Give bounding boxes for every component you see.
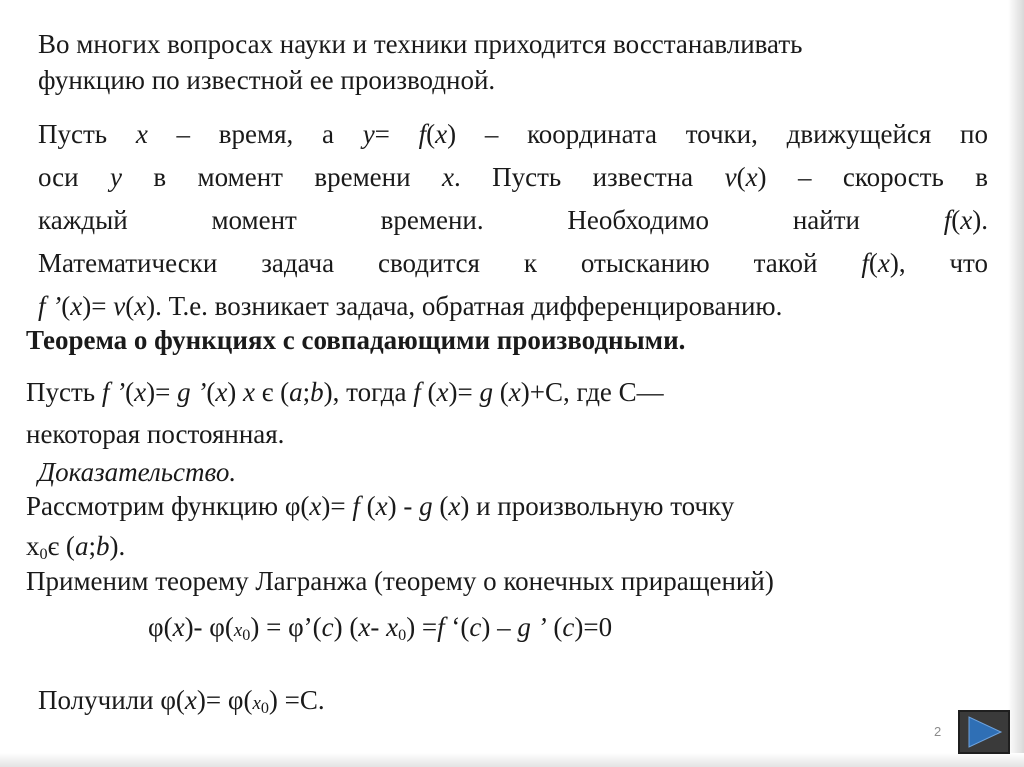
text-run: x (448, 491, 461, 521)
theorem-line-2: некоторая постоянная. (26, 419, 285, 449)
theorem-title: Теорема о функциях с совпадающими производными. (26, 325, 686, 355)
text-run: - (370, 612, 387, 642)
text-run: ) = (406, 612, 438, 642)
text-run: ). (972, 205, 988, 235)
text-run: ( (868, 248, 878, 278)
text-run: x (435, 119, 448, 149)
text-run: каждый момент времени. Необходимо найти (38, 205, 944, 235)
text-run: Получили φ( (38, 685, 185, 715)
text-run: ( (951, 205, 961, 235)
text-run: g ’ (517, 612, 547, 642)
text-run: f ’ (101, 377, 126, 407)
text-run: ( (426, 119, 436, 149)
text-run: 0 (242, 626, 251, 644)
text-run: x (215, 377, 228, 407)
text-run: ) – скорость в (757, 162, 988, 192)
text-run: є ( (255, 377, 290, 407)
text-run: ; (88, 531, 96, 561)
text-run: 0 (260, 699, 269, 717)
text-run: )= (146, 377, 178, 407)
text-run: 0 (398, 626, 407, 644)
text-run: ‘( (444, 612, 470, 642)
text-run: ( (359, 491, 376, 521)
text-run: c (469, 612, 482, 642)
text-run: v (113, 291, 126, 321)
next-slide-button[interactable] (958, 710, 1010, 754)
text-run: ) =С. (268, 685, 325, 715)
text-run: ( (546, 612, 563, 642)
text-run: Пусть (38, 119, 136, 149)
text-run: x (233, 620, 243, 641)
text-run: b (310, 377, 324, 407)
text-run: ) - (387, 491, 420, 521)
lagrange-formula (148, 611, 612, 647)
text-run: ( (736, 162, 746, 192)
text-run: )= (321, 491, 353, 521)
text-run: ), тогда (323, 377, 414, 407)
text-run: f (943, 205, 952, 235)
text-run: ). (109, 531, 126, 561)
proof-line-2 (26, 530, 125, 562)
text-run: x (172, 612, 185, 642)
text-run: x (309, 491, 322, 521)
text-run: ( (206, 377, 216, 407)
text-run: ( (61, 291, 71, 321)
slide-edge-right (1008, 0, 1024, 767)
motivation-line-4 (38, 242, 988, 285)
text-run: a (289, 377, 303, 407)
text-run: в момент времени (122, 162, 442, 192)
text-run: ( (125, 291, 135, 321)
text-run: x (26, 531, 40, 561)
text-run: x (508, 377, 521, 407)
text-run: ; (302, 377, 311, 407)
slide-edge-bottom (0, 753, 1024, 767)
lagrange-line: Применим теорему Лагранжа (теорему о конечных приращений) (26, 566, 774, 596)
text-run: ) = φ’( (250, 612, 322, 642)
text-run: x (184, 685, 197, 715)
text-run: b (95, 531, 110, 561)
text-run: x (375, 491, 388, 521)
theorem-line-1 (26, 376, 664, 408)
text-run: ) и произвольную точку (460, 491, 735, 521)
text-run: g (479, 377, 493, 407)
proof-heading: Доказательство. (38, 457, 237, 487)
text-run: x (877, 248, 890, 278)
text-run: – время, а (147, 119, 363, 149)
text-run: Математически задача сводится к отысканию такой (38, 248, 862, 278)
text-run: y (110, 162, 122, 192)
text-run: є ( (47, 531, 75, 561)
text-run: . Пусть известна (453, 162, 725, 192)
text-run: Рассмотрим функцию φ( (26, 491, 310, 521)
text-run: x (243, 377, 256, 407)
text-run: x (358, 612, 371, 642)
text-run: c (321, 612, 334, 642)
motivation-line-3 (38, 199, 988, 242)
text-run: ) – (481, 612, 518, 642)
text-run: x (70, 291, 83, 321)
result-line (38, 684, 325, 720)
page-number: 2 (934, 724, 942, 739)
text-run: оси (38, 162, 111, 192)
intro-line-2: функцию по известной ее производной. (38, 65, 496, 95)
text-run: g ’ (177, 377, 207, 407)
text-run: )+С, где С— (520, 377, 664, 407)
text-run: x (252, 693, 261, 714)
text-run: ( (432, 491, 449, 521)
text-run: ( (125, 377, 135, 407)
text-run: x (441, 162, 454, 192)
text-run: ( (420, 377, 437, 407)
text-run: f (861, 248, 869, 278)
play-next-icon (960, 712, 1008, 752)
text-run: x (436, 377, 449, 407)
text-run: 0 (39, 545, 48, 563)
proof-line-1 (26, 490, 734, 522)
text-run: )= (82, 291, 114, 321)
motivation-paragraph (38, 113, 988, 328)
text-run: f (418, 119, 427, 149)
text-run: ) – координата точки, движущейся по (447, 119, 988, 149)
text-run: y (362, 119, 375, 149)
text-run: φ( (148, 612, 173, 642)
text-run: )= (448, 377, 480, 407)
text-run: f (413, 377, 421, 407)
intro-line-1: Во многих вопросах науки и техники приходится восстанавливать (38, 29, 803, 59)
text-run: ) (227, 377, 244, 407)
motivation-line-5 (38, 285, 988, 328)
text-run: a (74, 531, 89, 561)
text-run: )- φ( (184, 612, 234, 642)
text-run: x (134, 377, 147, 407)
text-run: f ’ (38, 291, 62, 321)
text-run: c (562, 612, 575, 642)
text-run: f (352, 491, 360, 521)
text-run: ). Т.е. возникает задача, обратная дифференцированию. (146, 291, 783, 321)
text-run: = (374, 119, 419, 149)
text-run: )= φ( (196, 685, 253, 715)
text-run: x (745, 162, 758, 192)
motivation-line-2 (38, 156, 988, 199)
text-run: )=0 (574, 612, 613, 642)
text-run: x (960, 205, 973, 235)
text-run: v (724, 162, 737, 192)
text-run: x (134, 291, 147, 321)
text-run: ), что (889, 248, 988, 278)
text-run: Пусть (26, 377, 102, 407)
text-run: f (437, 612, 445, 642)
motivation-line-1 (38, 113, 988, 156)
text-run: g (419, 491, 433, 521)
text-run: x (386, 612, 399, 642)
text-run: ( (493, 377, 509, 407)
text-run: x (135, 119, 148, 149)
text-run: ) ( (333, 612, 359, 642)
